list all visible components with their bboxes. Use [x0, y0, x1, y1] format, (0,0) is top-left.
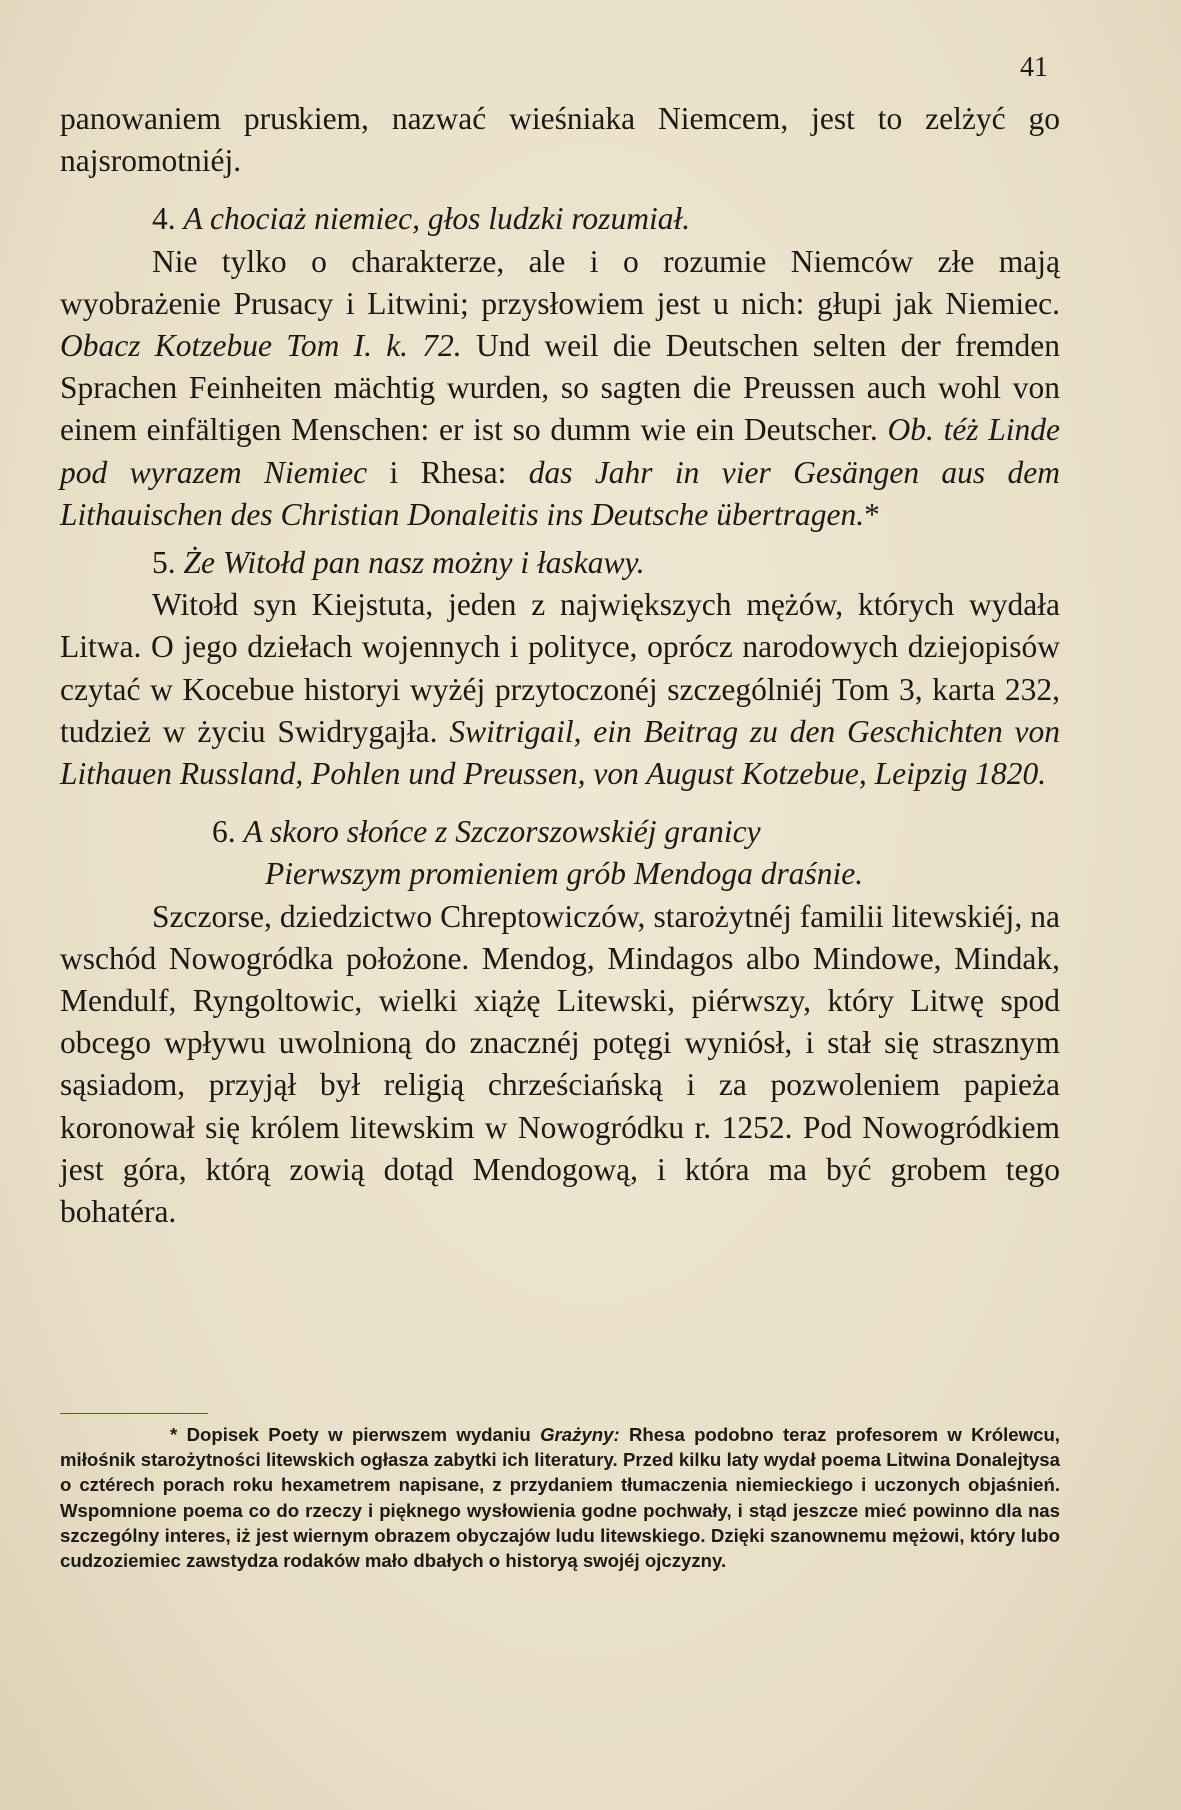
note-5-paragraph [60, 584, 1060, 795]
footnote-title: Grażyny: [540, 1424, 620, 1445]
note-6-verse-line [60, 853, 1060, 895]
citation: Switrigail, ein Beitrag zu den Geschichten von Lithauen Russland, Pohlen und Preussen, von August Kotzebue, Leipzig 1820. [60, 713, 1061, 792]
footnote-rule [60, 1413, 208, 1414]
paragraph-continuation [60, 98, 1060, 182]
note-number: 4. [152, 201, 176, 237]
paragraph-text: Und weil die Deutschen selten der fremden Sprachen Feinheiten mächtig wurden, so sagten die Preussen auch wohl von einem einfältigen Menschen: er ist so dumm wie ein Deutscher. [60, 328, 1060, 448]
main-text [60, 98, 1060, 1233]
quoted-verse: Że Witołd pan nasz możny i łaskawy. [183, 545, 645, 581]
citation: das Jahr in vier Gesängen aus dem Lithauischen des Christian Donaleitis ins Deutsche übertragen. [60, 454, 1061, 532]
note-6-heading [60, 811, 1060, 853]
paragraph-text: Szczorse, dziedzictwo Chreptowiczów, starożytnéj familii litewskiéj, na wschód Nowogródka położone. Mendog, Mindagos albo Mindowe, Mindak, Mendulf, Ryngoltowic, wielki xiążę Litewski, piérwszy, który Litwę spod obcego wpływu uwolnioną do znacznéj potęgi wyniósł, i stał się strasznym sąsiadom, przyjął był religią chrześciańską i za pozwoleniem papieża koronował się królem litewskim w Nowogródku r. 1252. Pod Nowogródkiem jest góra, którą zowią dotąd Mendogową, i która ma być grobem tego bohatéra. [60, 898, 1060, 1230]
note-4-heading [60, 198, 1060, 240]
footnote-marker: * [864, 496, 880, 532]
note-number: 5. [152, 545, 176, 581]
paragraph-text: Nie tylko o charakterze, ale i o rozumie Niemców złe mają wyobrażenie Prusacy i Litwini; przysłowiem jest u nich: głupi jak Niemiec. [60, 243, 1060, 321]
footnote-text: Rhesa podobno teraz profesorem w Królewcu, miłośnik starożytności litewskich ogłasza zabytki ich literatury. Przed kilku laty wydał poema Litwina Donalejtysa o cztérech porach roku hexametrem napisane, z przydaniem tłumaczenia niemieckiego i uczonych objaśnień. Wspomnione poema co do rzeczy i pięknego wysłowienia godne pochwały, i stąd jeszcze mieć powinno dla nas szczególny interes, iż jest wiernym obrazem obyczajów ludu litewskiego. Dzięki szanownemu mężowi, który lubo cudzoziemiec zawstydza rodaków mało dbałych o historyą swojéj ojczyzny. [60, 1424, 1060, 1572]
quoted-verse: A chociaż niemiec, głos ludzki rozumiał. [183, 201, 691, 237]
quoted-verse: A skoro słońce z Szczorszowskiéj granicy [243, 814, 761, 850]
note-number: 6. [212, 814, 236, 850]
note-4-paragraph [60, 241, 1060, 536]
note-5-heading [60, 542, 1060, 584]
quoted-verse: Pierwszym promieniem grób Mendoga draśnie. [265, 856, 864, 892]
paragraph-text: panowaniem pruskiem, nazwać wieśniaka Niemcem, jest to zelżyć go najsromotniéj. [60, 101, 1060, 179]
footnote-text: * Dopisek Poety w pierwszem wydaniu [170, 1424, 531, 1445]
citation: Obacz Kotzebue Tom I. k. 72. [60, 328, 462, 364]
note-6-paragraph [60, 896, 1060, 1234]
citation: Ob. téż Linde pod wyrazem Niemiec [60, 412, 1061, 490]
paragraph-text: i Rhesa: [389, 454, 507, 490]
paragraph-text: Witołd syn Kiejstuta, jeden z największych mężów, których wydała Litwa. O jego dziełach wojennych i polityce, oprócz narodowych dziejopisów czytać w Kocebue historyi wyżéj przytoczonéj szczególniéj Tom 3, karta 232, tudzież w życiu Swidrygajła. [60, 587, 1060, 749]
footnote [60, 1422, 1060, 1573]
page-number: 41 [1020, 52, 1048, 83]
